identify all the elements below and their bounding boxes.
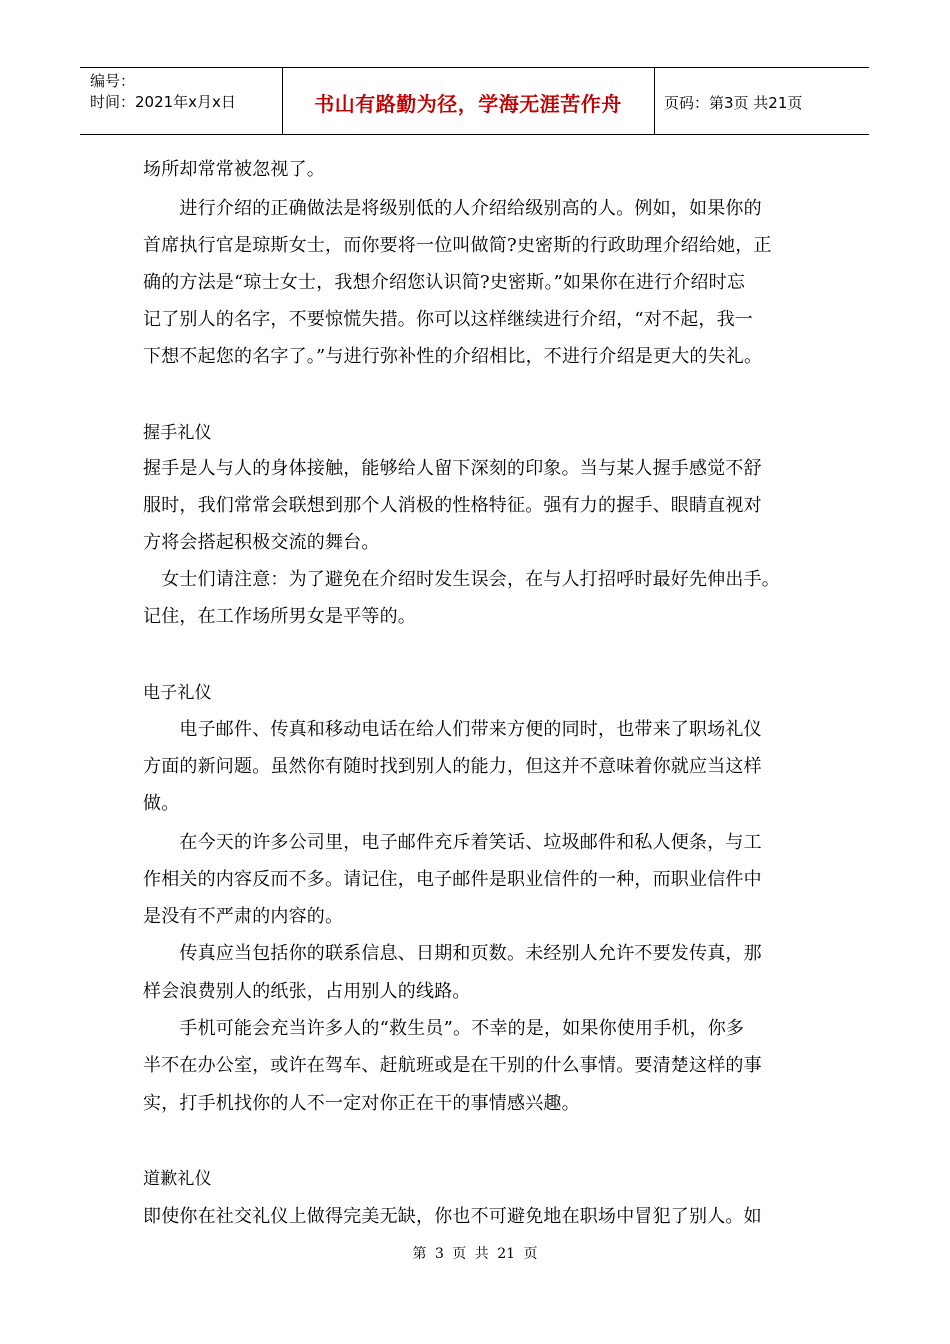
paragraph-line: 服时，我们常常会联想到那个人消极的性格特征。强有力的握手、眼睛直视对 xyxy=(143,495,762,516)
header-motto: 书山有路勤为径，学海无涯苦作舟 xyxy=(314,92,622,116)
paragraph-line: 方将会搭起积极交流的舞台。 xyxy=(143,532,380,553)
paragraph-line: 样会浪费别人的纸张，占用别人的线路。 xyxy=(143,981,471,1002)
header-number-label: 编号： xyxy=(90,72,136,90)
paragraph-line: 在今天的许多公司里，电子邮件充斥着笑话、垃圾邮件和私人便条，与工 xyxy=(143,832,762,853)
paragraph-line: 记了别人的名字，不要惊慌失措。你可以这样继续进行介绍，“对不起，我一 xyxy=(143,309,753,330)
paragraph-line: 方面的新问题。虽然你有随时找到别人的能力，但这并不意味着你就应当这样 xyxy=(143,756,762,777)
paragraph-line: 手机可能会充当许多人的“救生员”。不幸的是，如果你使用手机，你多 xyxy=(143,1018,745,1039)
paragraph-line: 确的方法是“琼士女士，我想介绍您认识简?史密斯。”如果你在进行介绍时忘 xyxy=(143,272,746,293)
section-heading-electronic: 电子礼仪 xyxy=(143,683,212,703)
paragraph-line: 进行介绍的正确做法是将级别低的人介绍给级别高的人。例如，如果你的 xyxy=(143,198,762,219)
paragraph-line: 女士们请注意：为了避免在介绍时发生误会，在与人打招呼时最好先伸出手。 xyxy=(143,569,780,590)
paragraph-line: 即使你在社交礼仪上做得完美无缺，你也不可避免地在职场中冒犯了别人。如 xyxy=(143,1206,762,1227)
paragraph-line: 是没有不严肃的内容的。 xyxy=(143,906,344,927)
paragraph-line: 半不在办公室，或许在驾车、赶航班或是在干别的什么事情。要清楚这样的事 xyxy=(143,1055,762,1076)
paragraph-line: 场所却常常被忽视了。 xyxy=(143,159,325,180)
paragraph-line: 记住，在工作场所男女是平等的。 xyxy=(143,606,416,627)
header-divider-right xyxy=(654,68,655,134)
page-header xyxy=(80,67,869,135)
paragraph-line: 下想不起您的名字了。”与进行弥补性的介绍相比，不进行介绍是更大的失礼。 xyxy=(143,346,763,367)
paragraph-line: 握手是人与人的身体接触，能够给人留下深刻的印象。当与某人握手感觉不舒 xyxy=(143,458,762,479)
paragraph-line: 实，打手机找你的人不一定对你正在干的事情感兴趣。 xyxy=(143,1093,580,1114)
paragraph-line: 电子邮件、传真和移动电话在给人们带来方便的同时，也带来了职场礼仪 xyxy=(143,719,762,740)
paragraph-line: 传真应当包括你的联系信息、日期和页数。未经别人允许不要发传真，那 xyxy=(143,943,762,964)
paragraph-line: 首席执行官是琼斯女士，而你要将一位叫做简?史密斯的行政助理介绍给她，正 xyxy=(143,235,772,256)
paragraph-line: 做。 xyxy=(143,793,180,814)
paragraph-line: 作相关的内容反而不多。请记住，电子邮件是职业信件的一种，而职业信件中 xyxy=(143,869,762,890)
page-footer: 第 3 页 共 21 页 xyxy=(412,1246,538,1262)
header-page-number: 页码：第3页 共21页 xyxy=(664,94,803,112)
section-heading-apology: 道歉礼仪 xyxy=(143,1169,212,1189)
header-time: 时间：2021年x月x日 xyxy=(90,93,236,111)
section-heading-handshake: 握手礼仪 xyxy=(143,423,212,443)
